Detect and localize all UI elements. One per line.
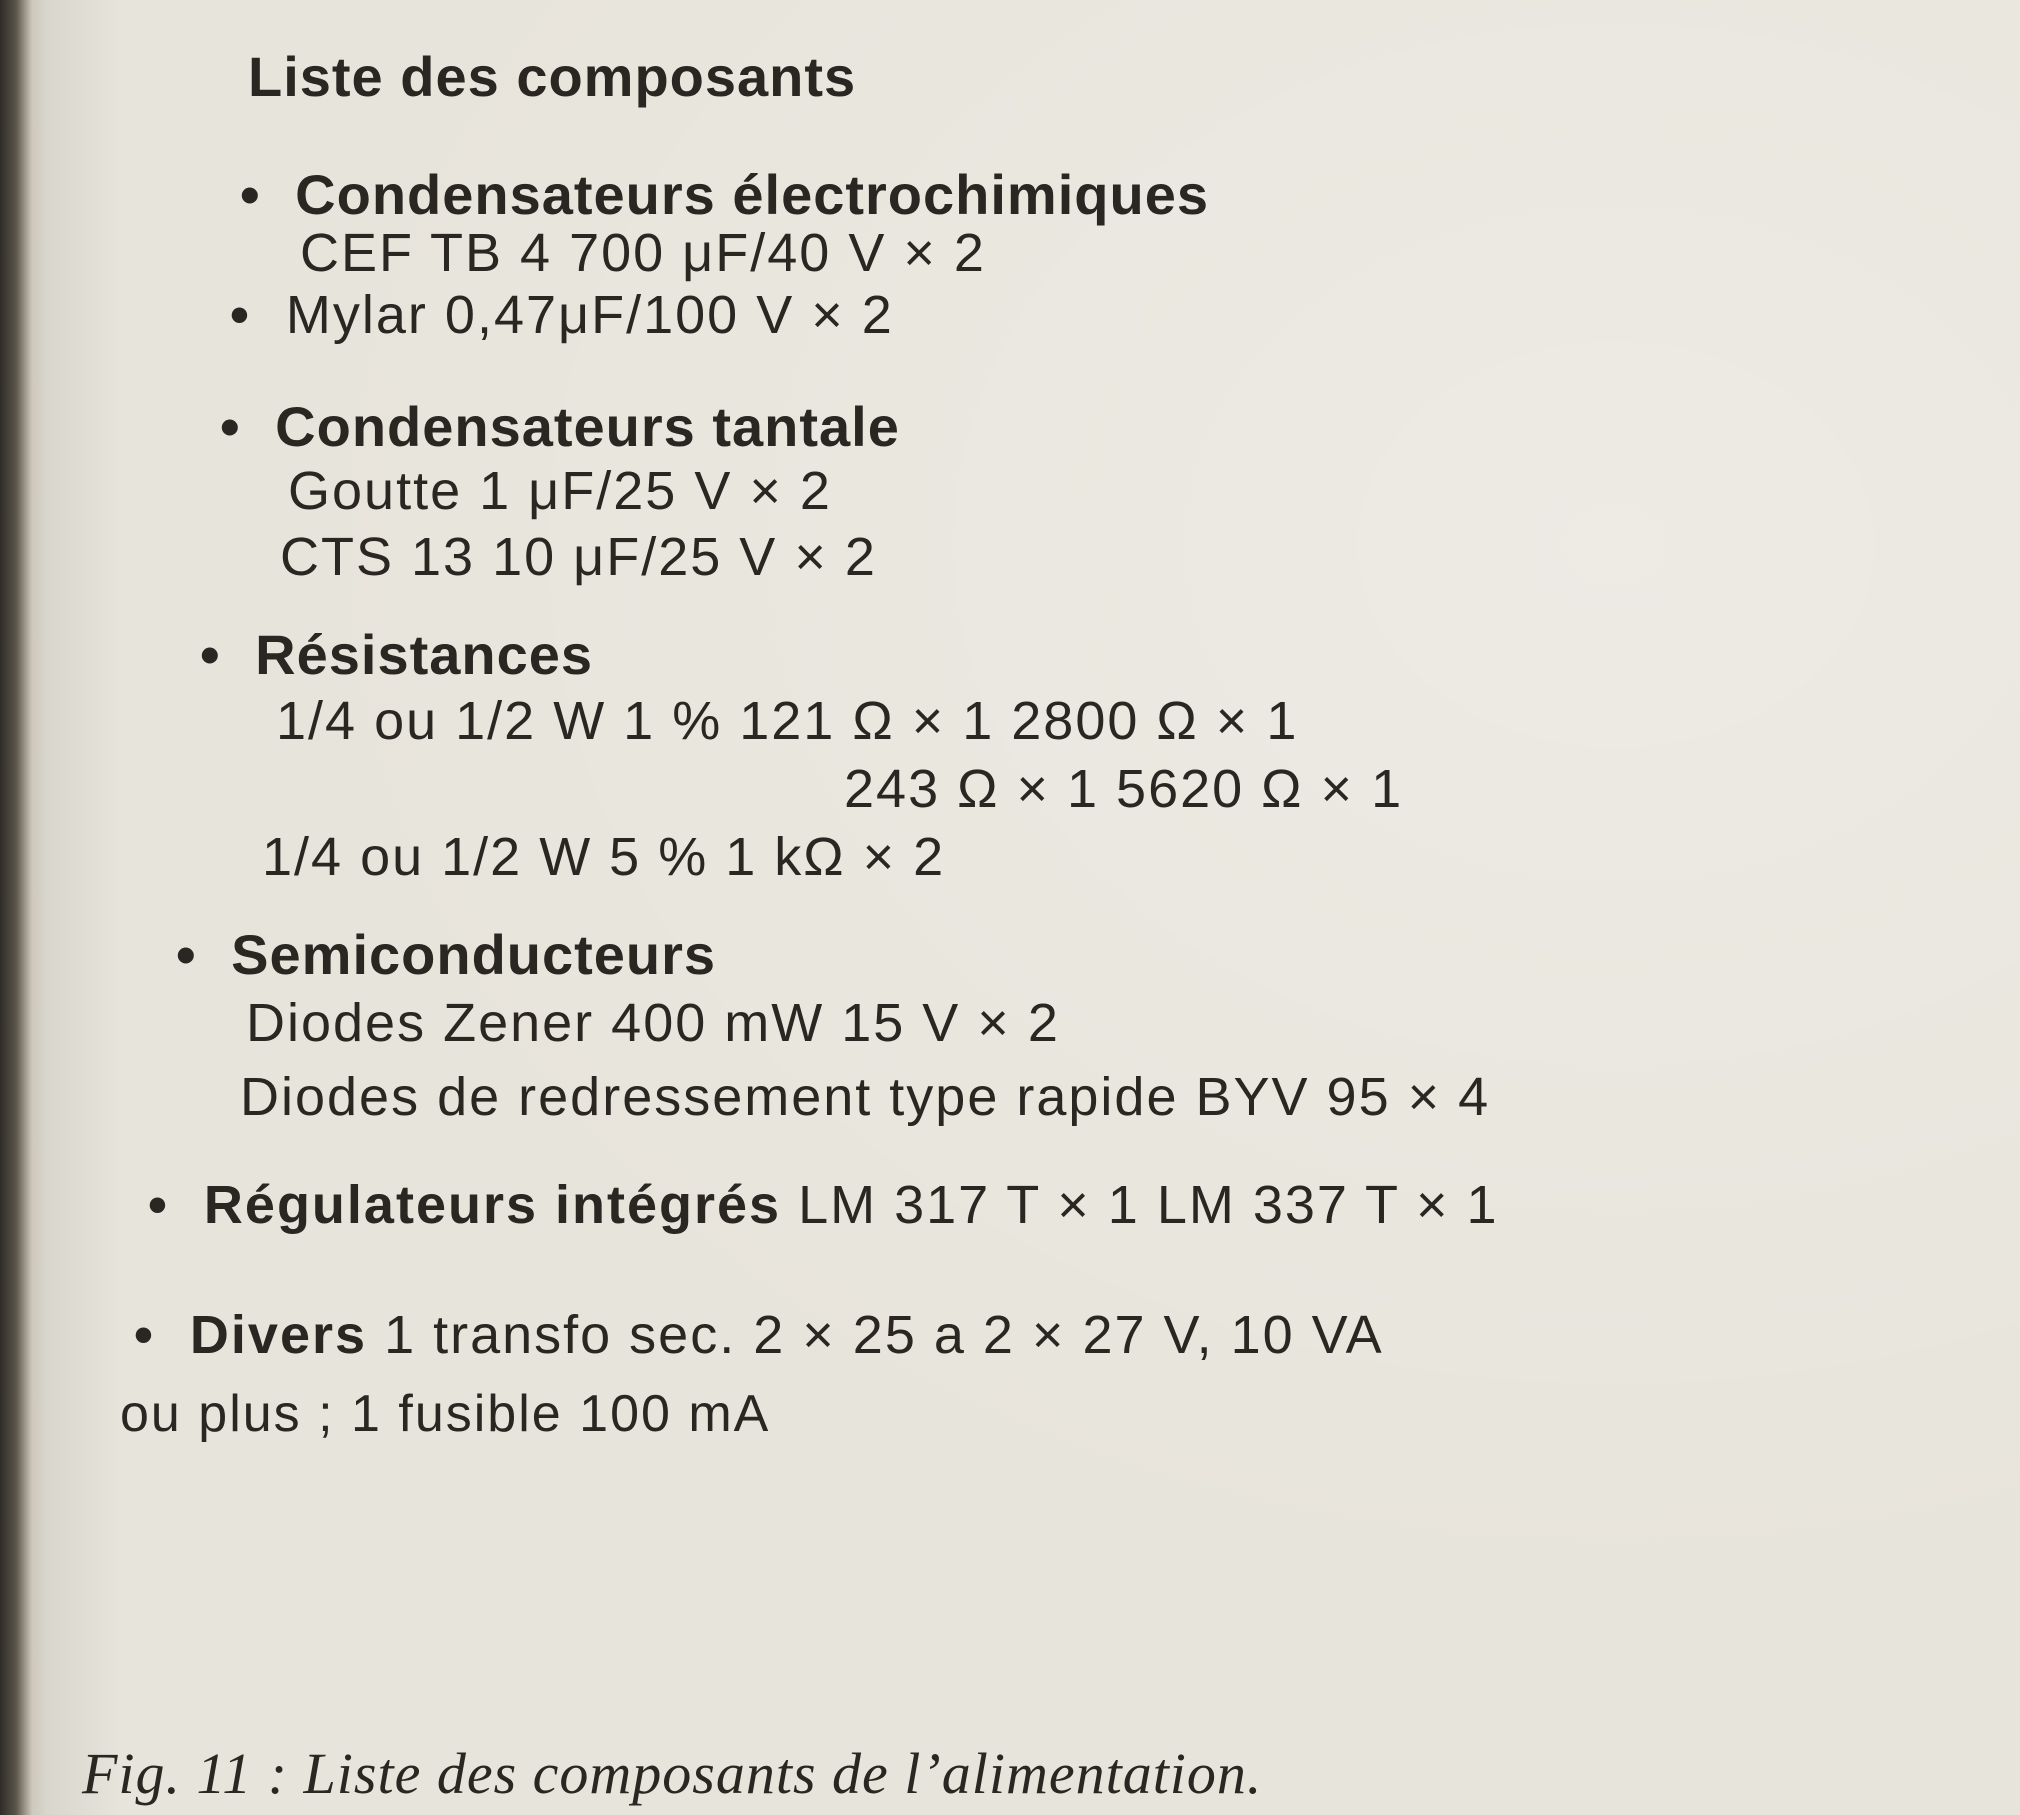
component-line: Goutte 1 μF/25 V × 2: [288, 461, 832, 521]
component-continuation: ou plus ; 1 fusible 100 mA: [120, 1385, 771, 1443]
section-heading-condensateurs-tantale: • Condensateurs tantale: [220, 394, 900, 459]
section-heading-regulateurs: Régulateurs intégrés: [203, 1175, 782, 1235]
component-line: 1/4 ou 1/2 W 5 % 1 kΩ × 2: [262, 827, 946, 887]
page-title: Liste des composants: [248, 45, 857, 108]
section-regulateurs-integres: [148, 1174, 1499, 1236]
figure-caption: Fig. 11 : Liste des composants de l’alimentation.: [82, 1741, 1263, 1806]
section-heading-semiconducteurs: • Semiconducteurs: [176, 922, 716, 987]
component-line: Diodes de redressement type rapide BYV 95 × 4: [240, 1067, 1491, 1127]
component-line-mylar: • Mylar 0,47μF/100 V × 2: [230, 284, 894, 346]
component-inline: 1 transfo sec. 2 × 25 a 2 × 27 V, 10 VA: [384, 1305, 1384, 1365]
section-heading-condensateurs-electrochimiques: • Condensateurs électrochimiques: [240, 162, 1209, 227]
book-page-edge: [0, 0, 46, 1815]
component-line: CEF TB 4 700 μF/40 V × 2: [300, 223, 986, 283]
component-line: CTS 13 10 μF/25 V × 2: [280, 527, 877, 587]
section-heading-resistances: • Résistances: [200, 622, 593, 687]
component-line: Diodes Zener 400 mW 15 V × 2: [246, 993, 1060, 1053]
component-inline: LM 317 T × 1 LM 337 T × 1: [798, 1175, 1499, 1235]
component-line: 1/4 ou 1/2 W 1 % 121 Ω × 1 2800 Ω × 1: [276, 691, 1299, 751]
section-divers: [134, 1304, 1384, 1366]
section-heading-divers: Divers: [189, 1305, 368, 1365]
component-line: 243 Ω × 1 5620 Ω × 1: [844, 759, 1404, 819]
